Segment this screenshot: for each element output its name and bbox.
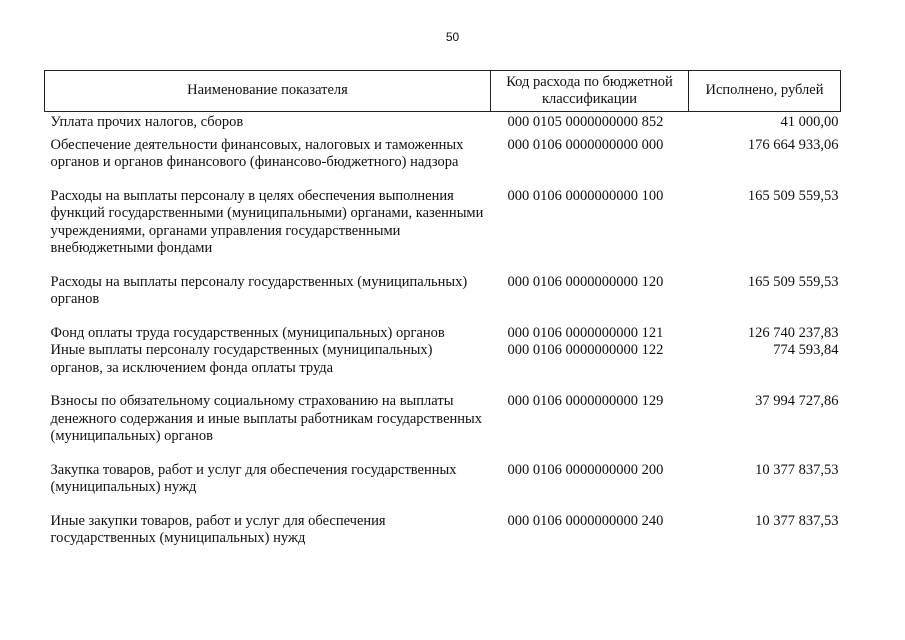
header-executed-amount: Исполнено, рублей [689,71,841,112]
table-row [45,325,841,343]
row-name: Расходы на выплаты персоналу в целях обеспечения выполнения функций государственными (муниципальными) органами, казенными учреждениями, органами управления государственными внебюджетными фондами [50,187,484,256]
row-amount: 774 593,84 [773,342,839,358]
table-row [45,393,841,462]
row-name: Расходы на выплаты персоналу государственных (муниципальных) органов [50,273,468,307]
row-amount: 176 664 933,06 [747,136,839,153]
table-header [45,71,841,112]
row-amount: 41 000,00 [780,114,839,130]
row-code: 000 0106 0000000000 122 [507,342,664,358]
row-code: 000 0106 0000000000 240 [507,512,664,529]
row-code: 000 0106 0000000000 100 [507,187,664,204]
row-code: 000 0105 0000000000 852 [507,114,664,130]
table-row [45,112,841,137]
row-amount: 165 509 559,53 [747,273,839,290]
row-name: Обеспечение деятельности финансовых, налоговых и таможенных органов и органов финансового (финансово-бюджетного) надзора [50,136,464,170]
table-body [45,112,841,548]
budget-table [44,70,841,548]
page-number: 50 [445,30,460,44]
table-row [45,274,841,325]
header-budget-code: Код расхода по бюджетной классификации [491,71,689,112]
table-row [45,462,841,513]
row-code: 000 0106 0000000000 121 [507,324,664,341]
row-code: 000 0106 0000000000 000 [507,136,664,153]
row-name: Фонд оплаты труда государственных (муниципальных) органов [50,324,445,341]
header-indicator-name: Наименование показателя [45,71,491,112]
table-row [45,188,841,274]
table-row [45,137,841,188]
row-code: 000 0106 0000000000 120 [507,273,664,290]
row-amount: 37 994 727,86 [755,393,839,409]
row-amount: 165 509 559,53 [747,187,839,204]
row-amount: 10 377 837,53 [755,512,839,529]
row-code: 000 0106 0000000000 200 [507,461,664,478]
row-amount: 10 377 837,53 [755,461,839,478]
header-row [45,71,841,112]
budget-table-container [44,70,840,548]
row-amount: 126 740 237,83 [747,324,839,341]
row-name: Уплата прочих налогов, сборов [50,114,244,130]
row-name: Взносы по обязательному социальному страхованию на выплаты денежного содержания и иные выплаты работникам государственных (муниципальных) органов [50,393,483,444]
row-name: Иные выплаты персоналу государственных (муниципальных) органов, за исключением фонда оплаты труда [50,342,433,376]
row-name: Закупка товаров, работ и услуг для обеспечения государственных (муниципальных) нужд [50,461,457,495]
table-row [45,513,841,548]
table-row [45,342,841,393]
row-code: 000 0106 0000000000 129 [507,393,664,409]
row-name: Иные закупки товаров, работ и услуг для обеспечения государственных (муниципальных) нужд [50,512,386,546]
